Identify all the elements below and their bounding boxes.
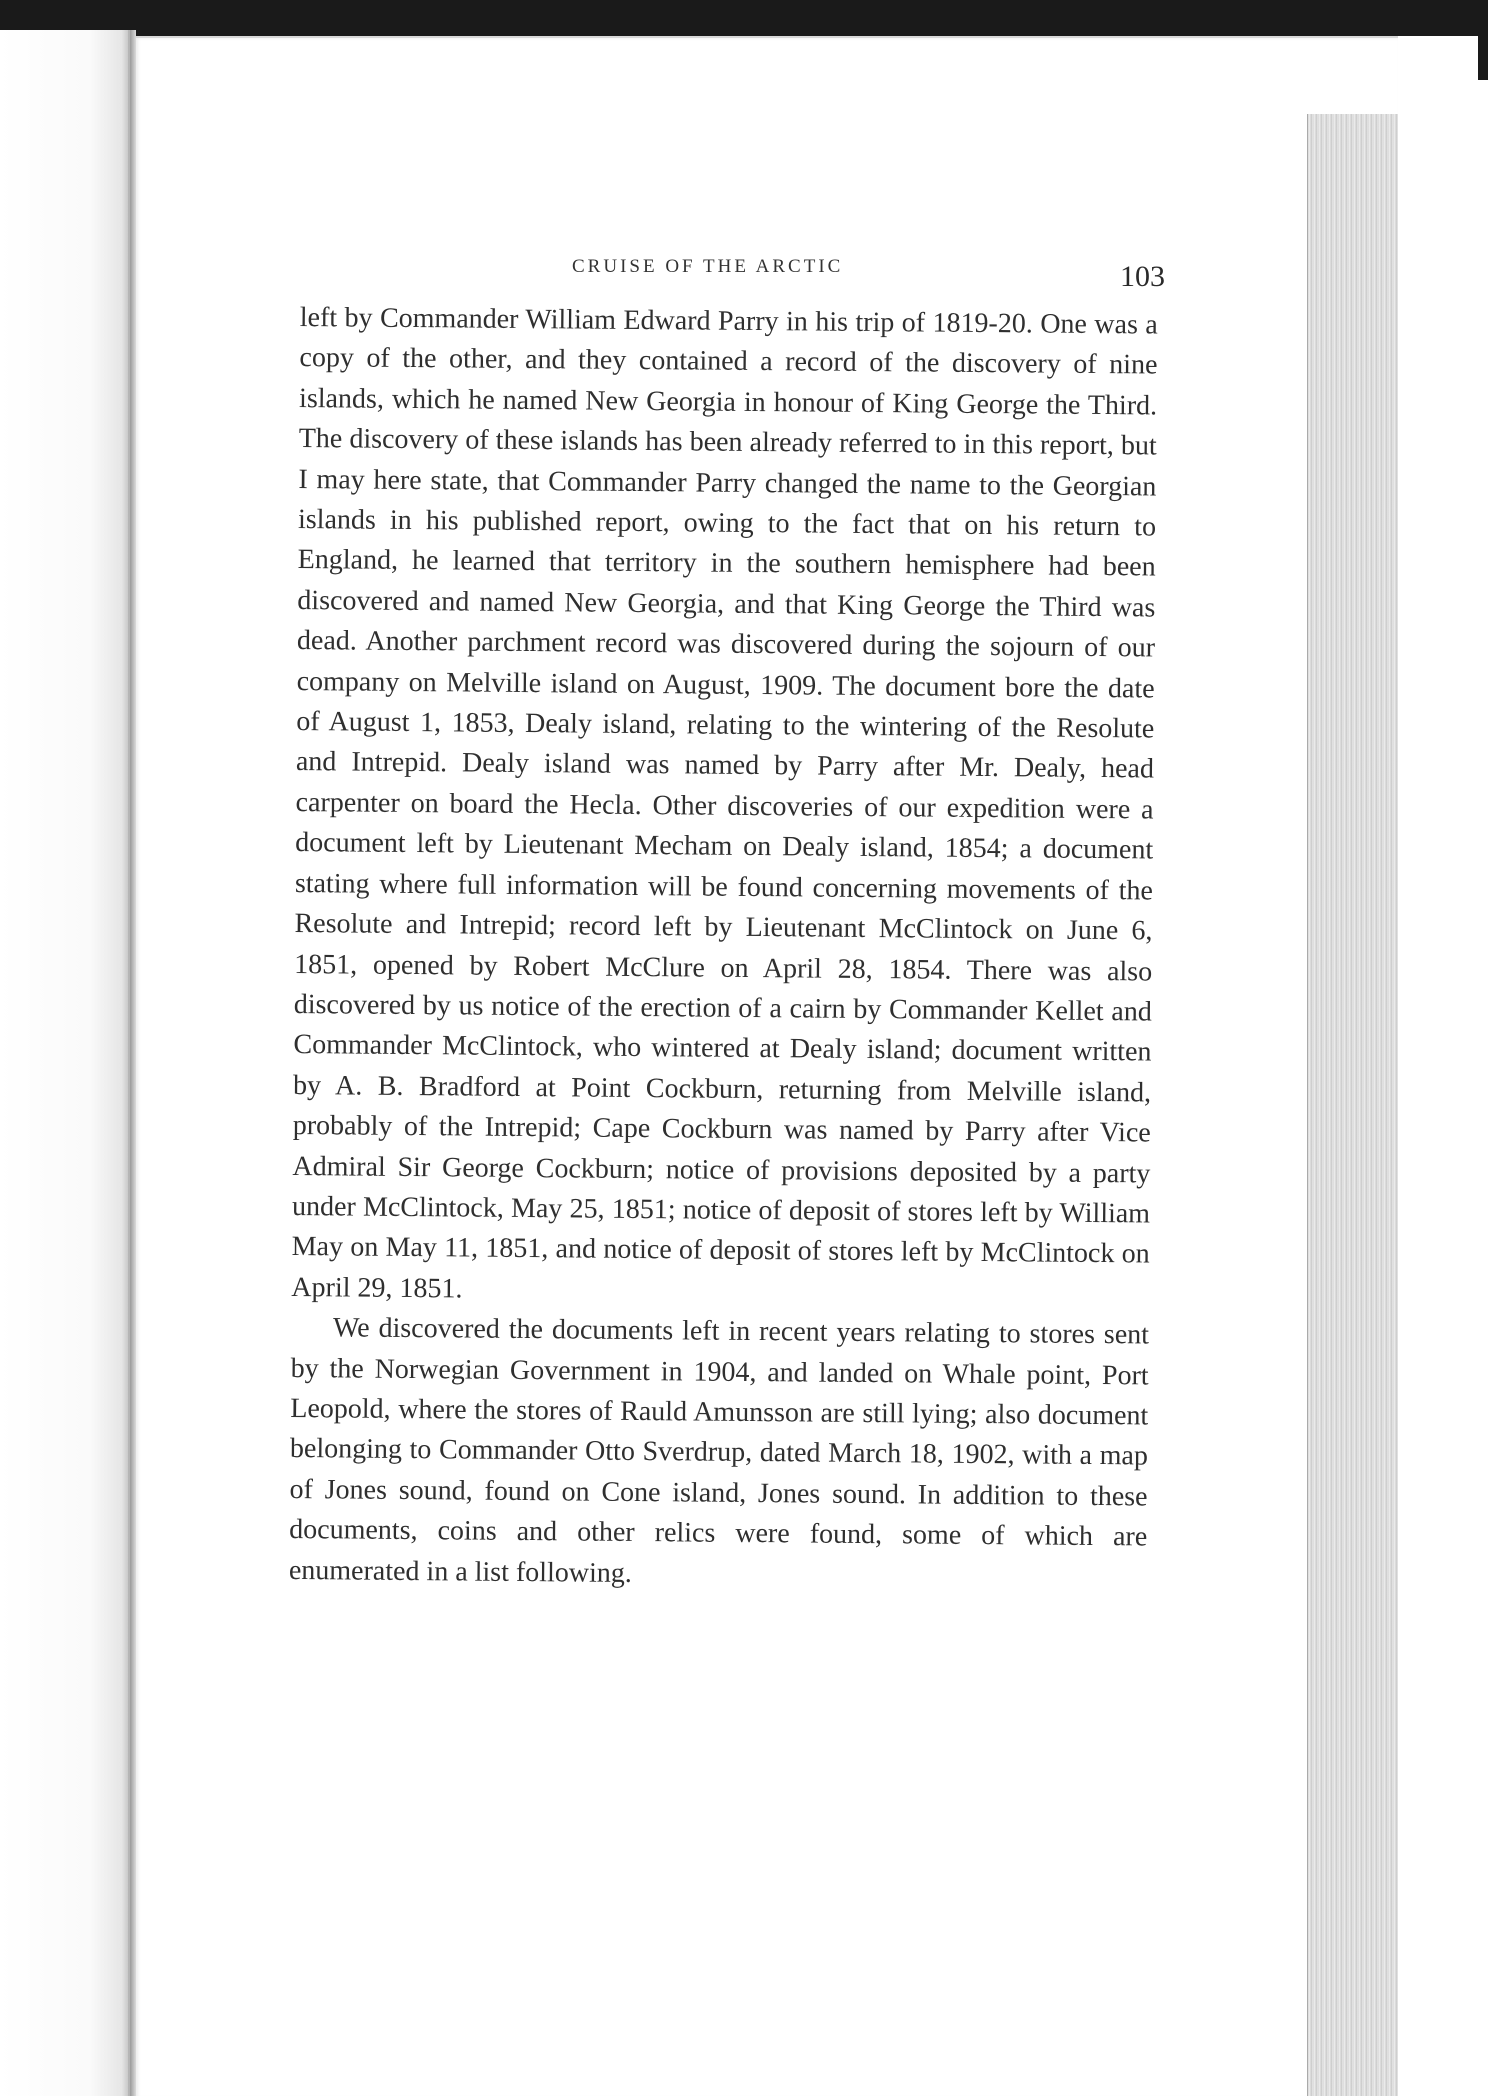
body-text	[289, 298, 1158, 1598]
running-title: CRUISE OF THE ARCTIC	[572, 256, 844, 277]
scanner-corner-border	[1478, 0, 1488, 80]
page-number: 103	[1120, 260, 1165, 293]
paragraph: left by Commander William Edward Parry in his trip of 1819-20. One was a copy of the other, and they contained a record of the discovery of nine islands, which he named New Georgia in honour of King George the Third. The discovery of these islands has been already referred to in this report, but I may here state, that Commander Parry changed the name to the Georgian islands in his published report, owing to the fact that on his return to England, he learned that territory in the southern hemisphere had been discovered and named New Georgia, and that King George the Third was dead. Another parchment record was discovered during the sojourn of our company on Melville island on August, 1909. The document bore the date of August 1, 1853, Dealy island, relating to the wintering of the Resolute and Intrepid. Dealy island was named by Parry after Mr. Dealy, head carpenter on board the Hecla. Other discoveries of our expedition were a document left by Lieutenant Mecham on Dealy island, 1854; a document stating where full information will be found concerning movements of the Resolute and Intrepid; record left by Lieutenant McClintock on June 6, 1851, opened by Robert McClure on April 28, 1854. There was also discovered by us notice of the erection of a cairn by Commander Kellet and Commander McClintock, who wintered at Dealy island; document written by A. B. Bradford at Point Cockburn, returning from Melville island, probably of the Intrepid; Cape Cockburn was named by Parry after Vice Admiral Sir George Cockburn; notice of provisions deposited by a party under McClintock, May 25, 1851; notice of deposit of stores left by William May on May 11, 1851, and notice of deposit of stores left by McClintock on April 29, 1851.	[291, 301, 1158, 1305]
paragraph: We discovered the documents left in recent years relating to stores sent by the Norwegian Government in 1904, and landed on Whale point, Port Leopold, where the stores of Rauld Amunsson are still lying; also document belonging to Commander Otto Sverdrup, dated March 18, 1902, with a map of Jones sound, found on Cone island, Jones sound. In addition to these documents, coins and other relics were found, some of which are enumerated in a list following.	[288, 1312, 1150, 1589]
facing-page-edge	[0, 30, 130, 2096]
scanner-top-border	[0, 0, 1488, 36]
page-stack-edges	[1307, 114, 1398, 2096]
